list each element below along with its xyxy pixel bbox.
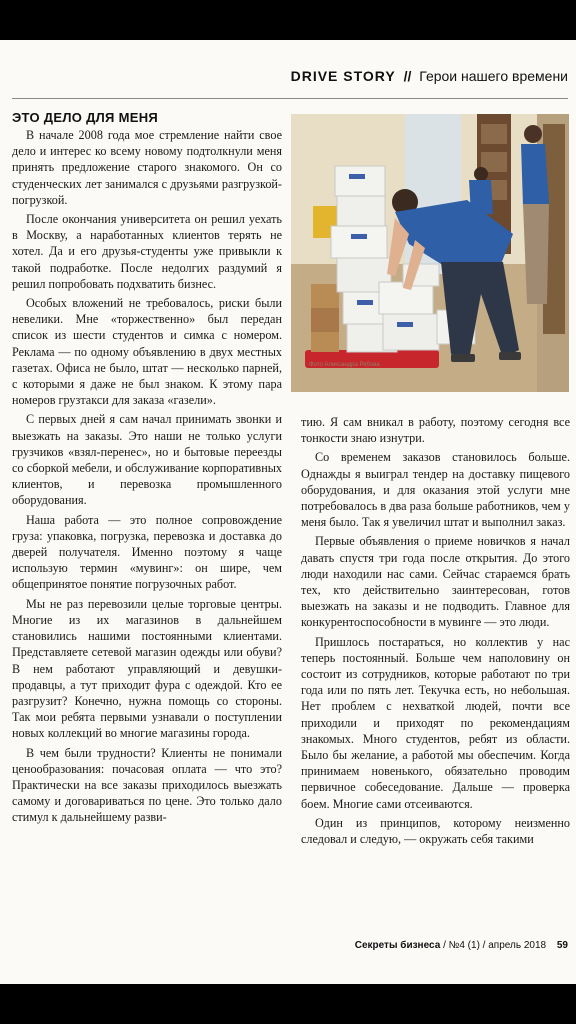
rubric-separator: // xyxy=(403,68,412,84)
issue-info: / №4 (1) / апрель 2018 xyxy=(443,940,547,951)
paragraph: В начале 2008 года мое стремление найти свое дело и интерес ко всему новому подтолкнули меня принять предложение старого знакомого. Он со студенческих лет занимался с друзьями разгрузкой-погрузкой. xyxy=(12,128,282,207)
right-column xyxy=(301,414,570,850)
photo-credit: Фото Александра Рябова xyxy=(309,362,380,368)
paragraph: тию. Я сам вникал в работу, поэтому сегодня все тонкости знаю изнутри. xyxy=(301,415,570,446)
paragraph: Наша работа — это полное сопровождение груза: упаковка, погрузка, перевозка и доставка до дверей получателя. Именно поэтому я чаще использую термин «мувинг»: он шире, чем общепринятое понятие погрузочных работ. xyxy=(12,512,282,592)
screen-bottom-bar xyxy=(0,984,576,1024)
paragraph: Пришлось постараться, но коллектив у нас теперь постоянный. Больше чем наполовину он состоит из сотрудников, которые работают по три года или по пять лет. Текучка есть, но небольшая. Нет проблем с нехваткой людей, почти все приходили и приходят по рекомендациям знакомых. Много студентов, ребят из области. Было бы желание, а работой мы обеспечим. Когда принимаем новенького, обязательно проводим первичное собеседование. Дальше — проверка боем. Многие сами отсеиваются. xyxy=(301,634,570,811)
paragraph: Один из принципов, которому неизменно следовал и следую, — окружать себя такими xyxy=(301,815,570,847)
page-footer xyxy=(355,940,568,951)
magazine-page xyxy=(0,40,576,984)
paragraph: Мы не раз перевозили целые торговые центры. Многие из их магазинов в дальнейшем становились нашими постоянными клиентами. Представляете сетевой магазин одежды или обуви? В нем работают управляющий и девушки-продавцы, а тут приходит фура с одеждой. Кто ее разгрузит? Конечно, нужна помощь со стороны. Так мои ребята первыми узнавали о поступлении новых коллекций во многие магазины города. xyxy=(12,596,282,741)
page-number: 59 xyxy=(556,940,568,951)
screen-top-bar xyxy=(0,0,576,40)
article-photo xyxy=(291,114,569,392)
section-title: ЭТО ДЕЛО ДЛЯ МЕНЯ xyxy=(12,110,159,125)
page-header xyxy=(291,68,568,84)
paragraph: После окончания университета он решил уехать в Москву, а наработанных клиентов терять не хотел. Да и его друзья-студенты уже привыкли к такой подработке. После недолгих раздумий я решил попробовать подхватить бизнес. xyxy=(12,212,282,291)
header-rule xyxy=(12,98,568,99)
rubric-label: DRIVE STORY xyxy=(290,68,396,84)
paragraph: Со временем заказов становилось больше. Однажды я выиграл тендер на доставку пищевого оборудования, и для оказания этой услуги мне потребовалось в два раза больше работников, чем у меня было. Так я увеличил штат и выполнил заказ. xyxy=(301,450,570,530)
paragraph: Первые объявления о приеме новичков я начал давать спустя три года после открытия. До этого люди находили нас сами. Сейчас стараемся брать тех, кто действительно заинтересован, готов выезжать на заказы и не подводить. Главное для конкурентоспособности в мувинге — это люди. xyxy=(301,534,570,630)
paragraph: С первых дней я сам начал принимать звонки и выезжать на заказы. Это наши не только услуги грузчиков «взял-перенес», но и бытовые переезды со сборкой мебели, и обслуживание корпоративных клиентов, и перевозка промышленного оборудования. xyxy=(12,412,282,508)
section-label: Герои нашего времени xyxy=(419,68,568,84)
left-column xyxy=(12,110,282,829)
paragraph: В чем были трудности? Клиенты не понимали ценообразования: почасовая оплата — что это? Практически на все заказы приходилось выезжать самому и договариваться по цене. Это только дало стимул к дальнейшему разви- xyxy=(12,745,282,825)
magazine-title: Секреты бизнеса xyxy=(354,940,441,951)
paragraph: Особых вложений не требовалось, риски были невелики. Мне «торжественно» был передан список из шести студентов и симка с номером. Реклама — по одному объявлению в двух местных газетах. Офиса не было, штат — несколько парней, с которыми я даже не был знаком. К этому пара номеров грузтакси для заказа «газели». xyxy=(12,296,282,408)
